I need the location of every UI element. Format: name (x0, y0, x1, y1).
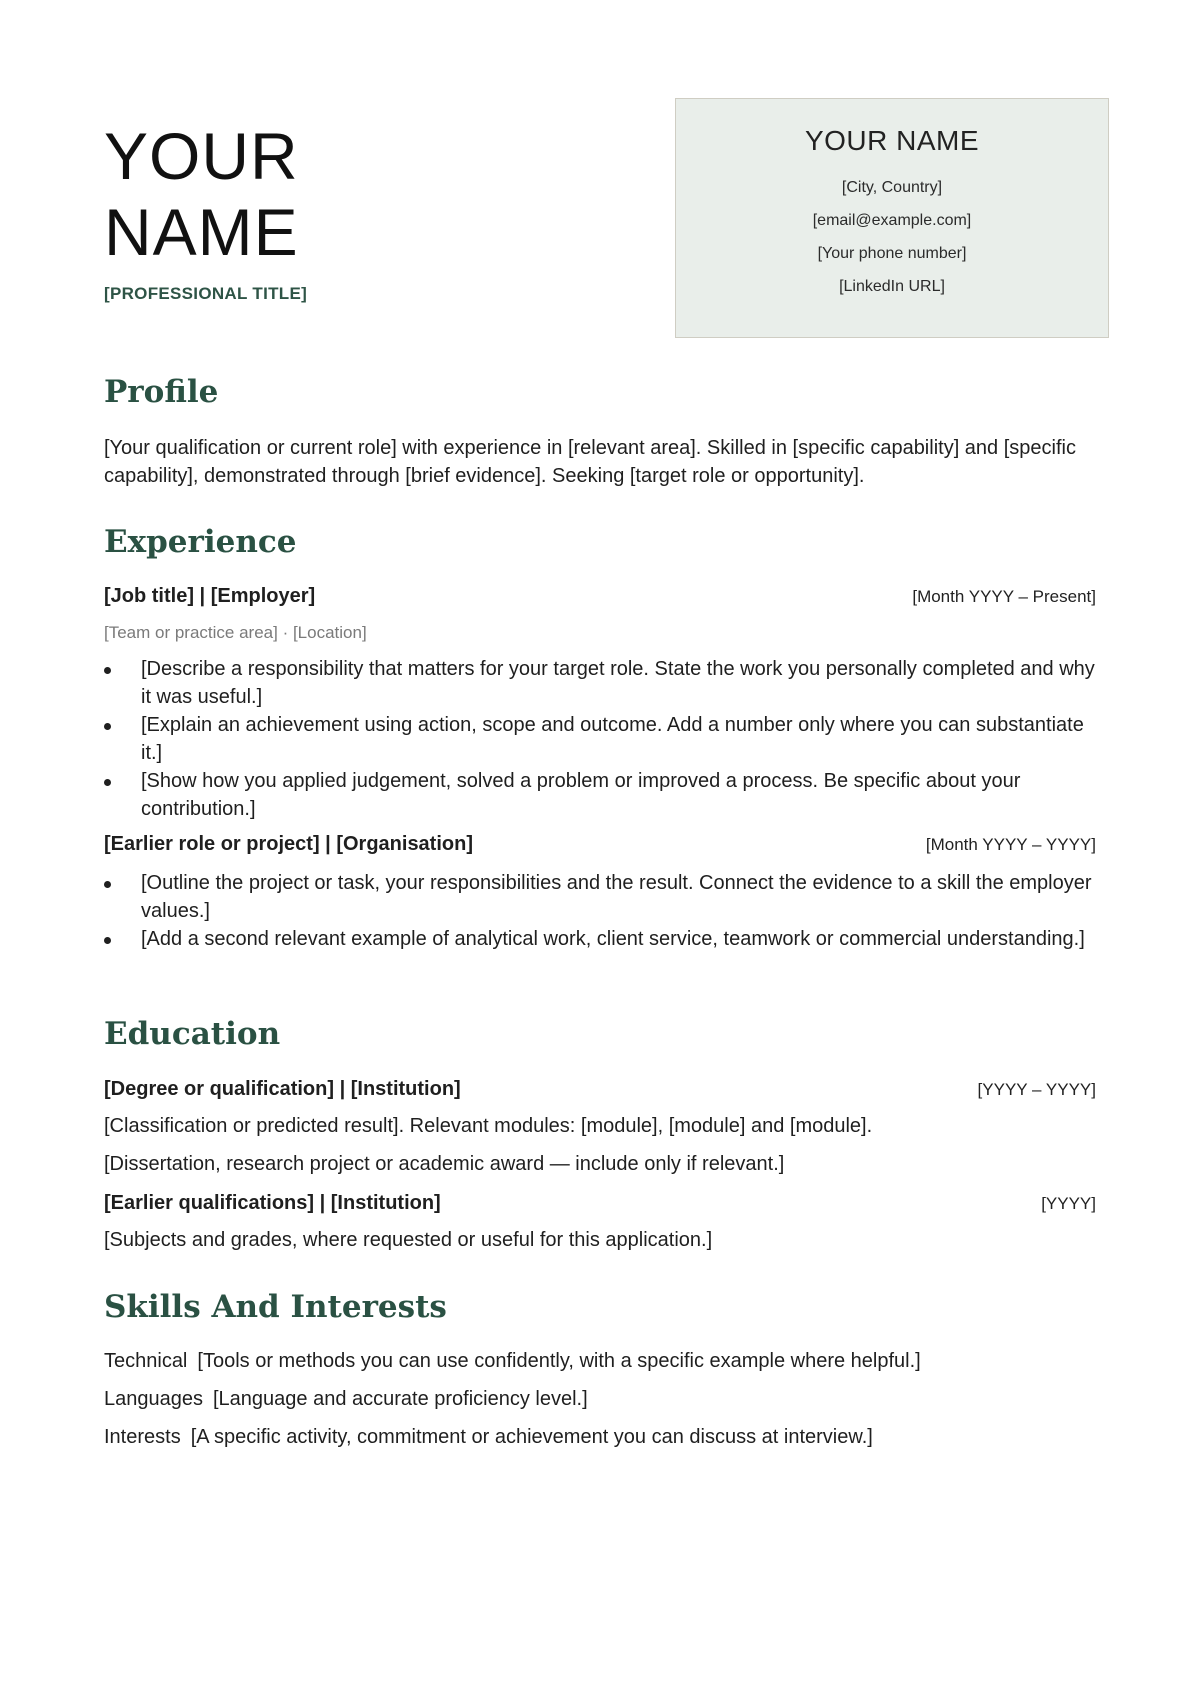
list-item: [Describe a responsibility that matters for your target role. State the work you personally completed and why it was useful.] (104, 655, 1104, 711)
contact-box (675, 98, 1109, 338)
skills-value: [Language and accurate proficiency level.] (212, 1388, 588, 1410)
section-heading-skills: Skills And Interests (104, 1289, 447, 1325)
bullet-icon (104, 723, 111, 730)
education-line: [Dissertation, research project or academic award — include only if relevant.] (104, 1153, 785, 1175)
contact-name: YOUR NAME (804, 125, 980, 156)
skills-value: [A specific activity, commitment or achievement you can discuss at interview.] (190, 1426, 873, 1448)
list-item: [Outline the project or task, your responsibilities and the result. Connect the evidence to a skill the employer values.] (104, 869, 1104, 925)
role-bullets (104, 655, 1104, 823)
list-item: [Explain an achievement using action, scope and outcome. Add a number only where you can substantiate it.] (104, 711, 1104, 767)
bullet-icon (104, 881, 111, 888)
role-date: [Month YYYY – YYYY] (925, 835, 1096, 854)
list-item: [Show how you applied judgement, solved a problem or improved a process. Be specific about your contribution.] (104, 767, 1104, 823)
education-title: [Earlier qualifications] | [Institution] (104, 1192, 441, 1214)
contact-phone: [Your phone number] (817, 245, 967, 262)
skills-label: Interests (104, 1426, 181, 1448)
education-date: [YYYY] (1041, 1194, 1096, 1213)
section-heading-experience: Experience (104, 524, 297, 560)
skills-label: Languages (104, 1388, 203, 1410)
bullet-icon (104, 779, 111, 786)
role-title: [Job title] | [Employer] (104, 585, 316, 607)
role-row (104, 833, 1096, 856)
resume-name (104, 118, 299, 270)
contact-linkedin: [LinkedIn URL] (839, 278, 945, 295)
skills-line-languages (104, 1388, 588, 1411)
education-row (104, 1192, 1096, 1215)
skills-line-technical (104, 1350, 921, 1373)
contact-city: [City, Country] (841, 179, 943, 196)
role-title: [Earlier role or project] | [Organisation] (104, 833, 473, 855)
role-bullets (104, 869, 1104, 953)
education-line: [Classification or predicted result]. Relevant modules: [module], [module] and [module]. (104, 1115, 873, 1137)
name-line-1: YOUR (104, 119, 299, 193)
contact-email: [email@example.com] (812, 212, 972, 229)
role-row (104, 585, 1096, 608)
skills-label: Technical (104, 1350, 188, 1372)
education-line: [Subjects and grades, where requested or useful for this application.] (104, 1229, 713, 1251)
professional-title: [PROFESSIONAL TITLE] (104, 284, 308, 303)
role-date: [Month YYYY – Present] (912, 587, 1096, 606)
role-subline: [Team or practice area] · [Location] (104, 623, 367, 642)
bullet-icon (104, 667, 111, 674)
education-row (104, 1078, 1096, 1101)
section-heading-education: Education (104, 1016, 281, 1052)
name-line-2: NAME (104, 195, 299, 269)
education-date: [YYYY – YYYY] (977, 1080, 1096, 1099)
skills-value: [Tools or methods you can use confidently, with a specific example where helpful.] (197, 1350, 921, 1372)
skills-line-interests (104, 1426, 873, 1449)
bullet-icon (104, 937, 111, 944)
list-item: [Add a second relevant example of analytical work, client service, teamwork or commercial understanding.] (104, 925, 1104, 953)
section-heading-profile: Profile (104, 374, 219, 410)
profile-text: [Your qualification or current role] with experience in [relevant area]. Skilled in [specific capability] and [specific capability], demonstrated through [brief evidence]. Seeking [target role or opportunity]. (104, 437, 1076, 487)
education-title: [Degree or qualification] | [Institution] (104, 1078, 461, 1100)
